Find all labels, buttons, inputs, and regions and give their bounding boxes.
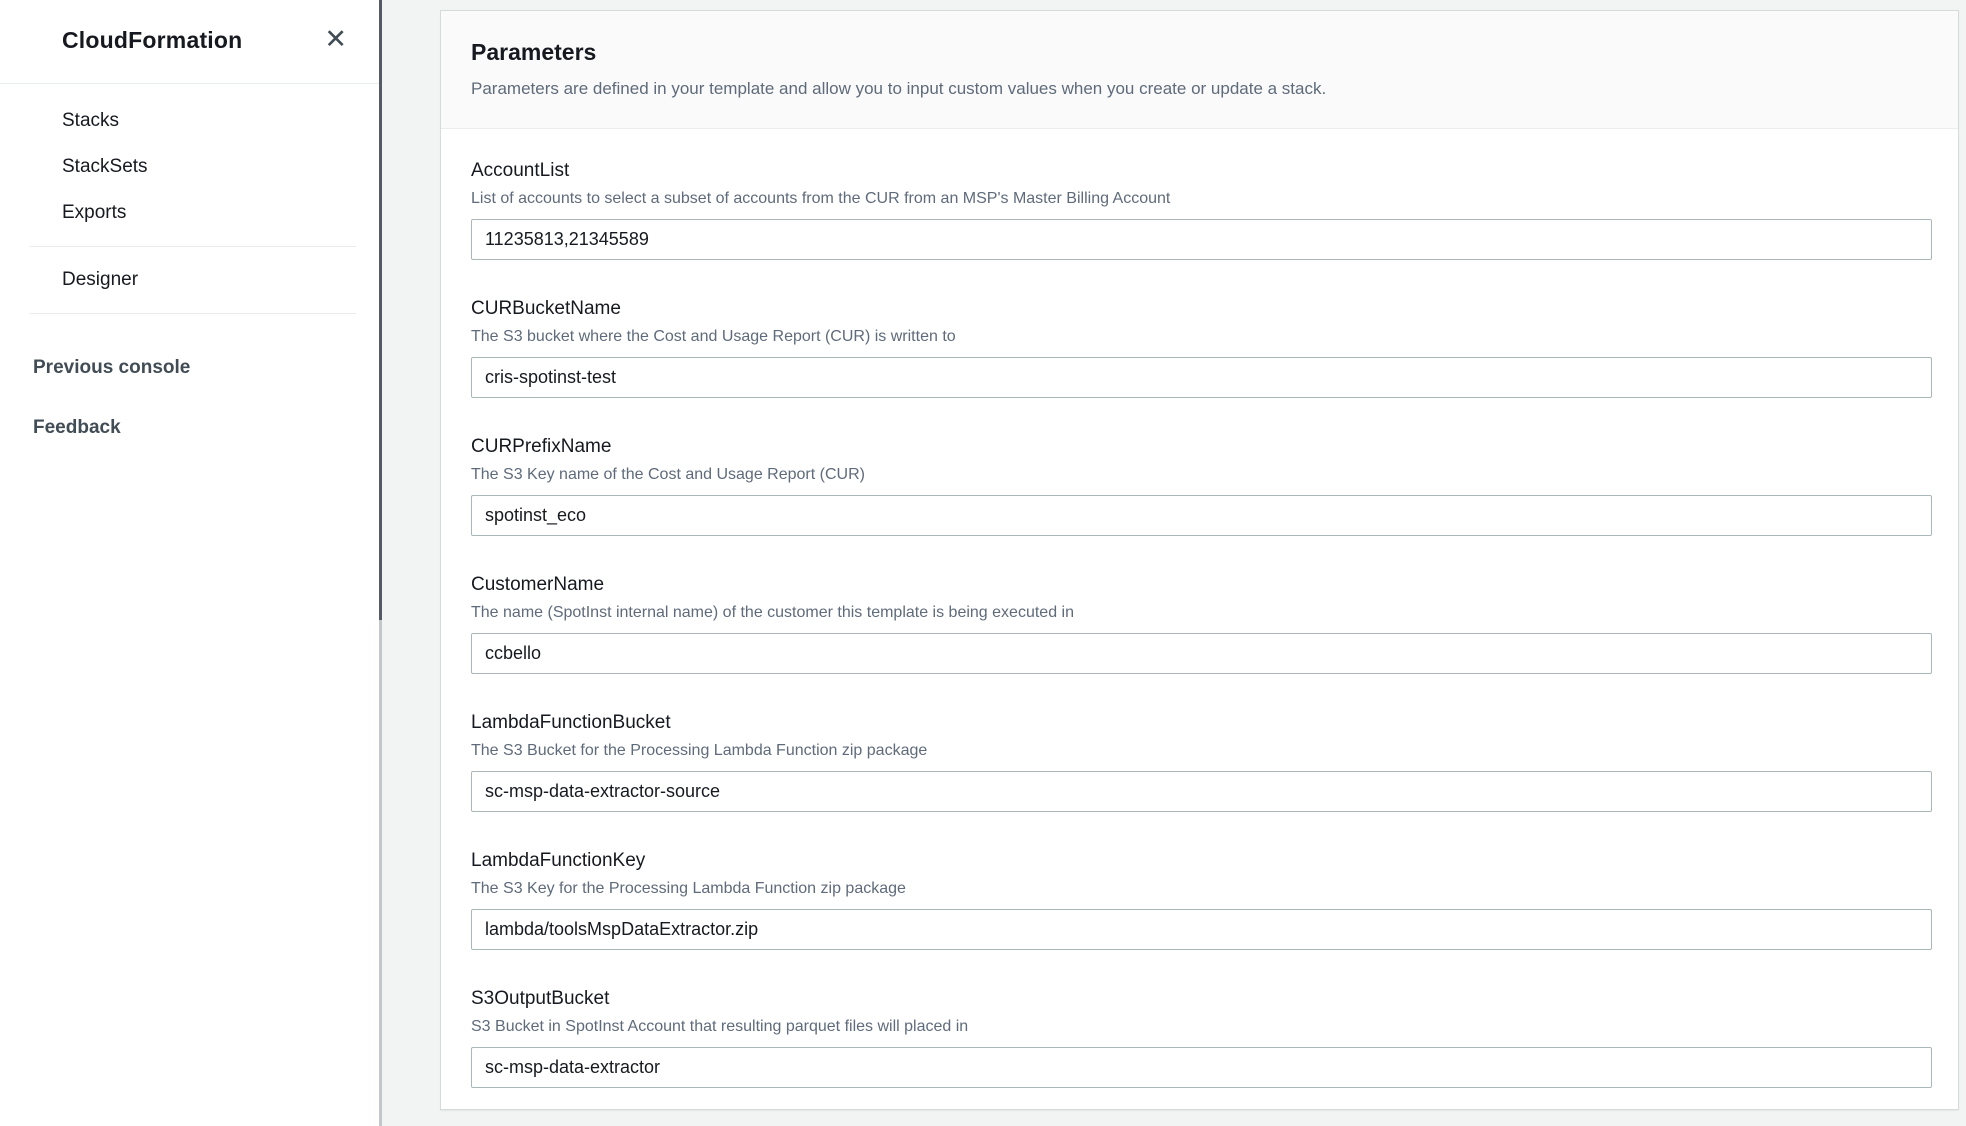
service-title: CloudFormation [62,27,243,53]
previous-console-link[interactable]: Previous console [33,357,191,378]
parameter-name-label: CURBucketName [471,298,621,319]
parameter-name-label: AccountList [471,160,570,181]
parameter-value-input[interactable] [471,495,1932,536]
parameter-field [471,435,1932,536]
parameters-description: Parameters are defined in your template and allow you to input custom values when you create or update a stack. [471,79,1327,98]
page-title: Parameters [471,39,597,65]
parameter-description: The S3 Bucket for the Processing Lambda Function zip package [471,742,928,759]
primary-nav-list [0,84,381,236]
nav-divider [30,246,356,247]
sidebar-item-stacks[interactable]: Stacks [62,110,120,131]
parameter-field [471,849,1932,950]
parameter-value-input[interactable] [471,219,1932,260]
parameter-description: The S3 Key for the Processing Lambda Function zip package [471,880,906,897]
cloudformation-side-nav [0,0,381,1126]
secondary-nav-list [0,257,381,303]
parameter-description: List of accounts to select a subset of accounts from the CUR from an MSP's Master Billing Account [471,190,1171,207]
parameter-description: S3 Bucket in SpotInst Account that resulting parquet files will placed in [471,1018,969,1035]
sidebar-item-designer[interactable]: Designer [62,269,139,290]
sidebar-item-stacksets[interactable]: StackSets [62,156,148,177]
sidebar-item-exports[interactable]: Exports [62,202,127,223]
parameters-card-header [441,11,1958,129]
parameter-field [471,573,1932,674]
main-content-area [381,0,1966,1126]
parameter-description: The S3 Key name of the Cost and Usage Report (CUR) [471,466,865,483]
parameters-card [440,10,1959,1110]
parameter-name-label: CURPrefixName [471,436,612,457]
parameter-description: The S3 bucket where the Cost and Usage Report (CUR) is written to [471,328,956,345]
side-nav-header [0,0,381,84]
parameter-value-input[interactable] [471,909,1932,950]
parameter-value-input[interactable] [471,1047,1932,1088]
nav-divider [30,313,356,314]
parameter-name-label: LambdaFunctionBucket [471,712,671,733]
parameter-value-input[interactable] [471,633,1932,674]
parameter-field [471,711,1932,812]
parameter-name-label: CustomerName [471,574,605,595]
close-icon[interactable]: ✕ [320,24,351,56]
feedback-link[interactable]: Feedback [33,417,121,438]
parameter-field [471,297,1932,398]
parameter-name-label: S3OutputBucket [471,988,610,1009]
parameter-field [471,987,1932,1088]
sidebar-scrollbar-thumb[interactable] [379,0,382,620]
parameter-field [471,159,1932,260]
parameter-name-label: LambdaFunctionKey [471,850,646,871]
parameter-value-input[interactable] [471,771,1932,812]
parameter-value-input[interactable] [471,357,1932,398]
parameter-description: The name (SpotInst internal name) of the customer this template is being executed in [471,604,1074,621]
utility-nav [0,324,381,441]
parameters-form [441,129,1958,1088]
